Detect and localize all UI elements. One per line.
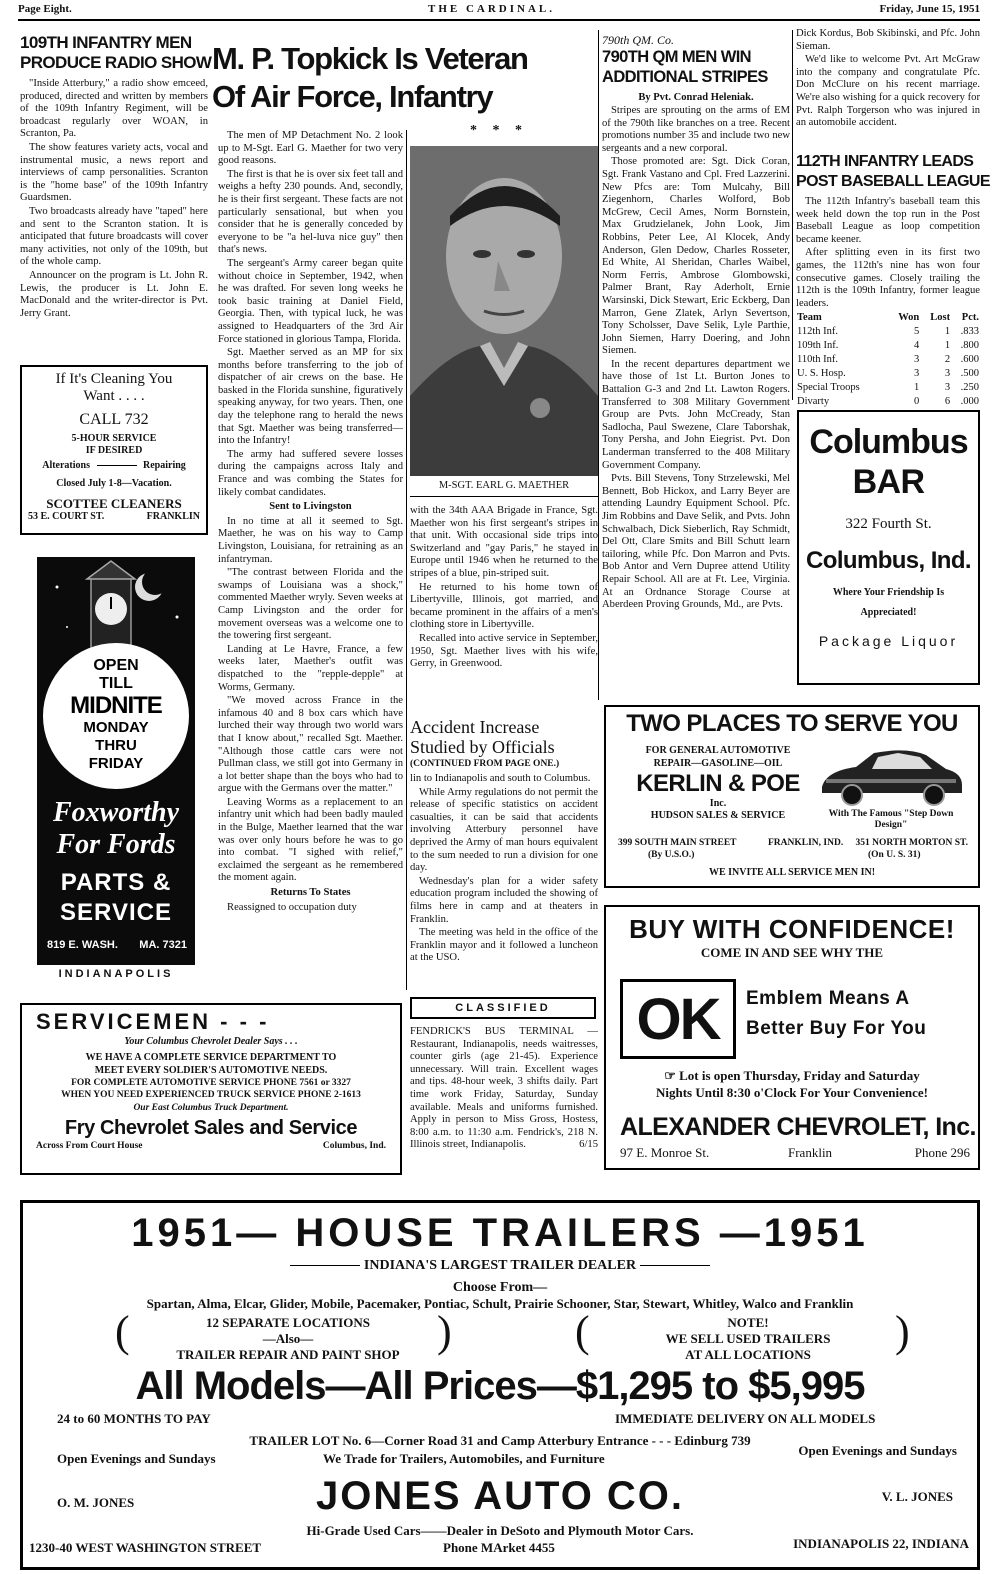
topkick-paragraph: "The contrast between Florida and the swamps of Louisiana was a shock," commented Maether wryly. Seven weeks at Camp Livingston and the order for movement overseas was a welcome one to the towering first sergeant. [218,567,403,642]
topkick-stars: * * * [470,123,528,138]
scottee-city: FRANKLIN [146,511,200,522]
pct-cell: .833 [960,326,979,338]
radio-article [20,33,212,321]
topkick-paragraph: In no time at all it seemed to Sgt. Maether, he was on his way to Camp Livingston, Louisiana, for retraining as an infantryman. [218,515,403,565]
qm-headline-2: ADDITIONAL STRIPES [602,68,768,86]
lost-cell: 2 [944,354,951,366]
alex-sub: COME IN AND SEE WHY THE [700,945,884,960]
fox-parts: PARTS & [60,869,172,896]
trailers-months: 24 to 60 MONTHS TO PAY [57,1411,211,1426]
qm-paragraph: Stripes are sprouting on the arms of EM of the 790th like branches on a tree. Recent promotions number 35 and include two new sergeants and a new corporal. [602,105,790,154]
kerlin-city: FRANKLIN, IND. [768,838,844,848]
right-paren-icon: ) [895,1307,910,1356]
won-cell: 1 [913,382,920,394]
trailers-open-2: Open Evenings and Sundays [798,1443,957,1458]
pct-cell: .000 [960,396,979,408]
won-cell: 5 [913,326,920,338]
accident-paragraph: Wednesday's plan for a wider safety education program included the showing of films here in camp and at theaters in Franklin. [410,875,598,925]
fox-till: TILL [99,675,133,692]
topkick-column-2 [410,505,598,672]
topkick-paragraph: with the 34th AAA Brigade in France, Sgt. Maether won his first sergeant's stripes in that unit. With occasional side trips into Switzerland and "gay Paris," he stayed in Europe until 1946 when he returned to the stripes of a blue, pin-striped suit. [410,505,598,579]
accident-continued: (CONTINUED FROM PAGE ONE.) [410,759,560,769]
left-paren-icon: ( [115,1307,130,1356]
topkick-paragraph: The first is that he is over six feet tall and weighs a hefty 230 pounds. And, secondly, he is their first sergeant. These facts are not particularly sensational, but when you consider that he is generally conceded by everyone to be "a hel-luva nice guy" then that's news. [218,168,403,256]
issue-date: Friday, June 15, 1951 [879,3,980,15]
fry-name: Fry Chevrolet Sales and Service [64,1117,358,1139]
pct-cell: .800 [960,340,979,352]
alex-emblem-1: Emblem Means A [746,988,910,1009]
fox-open: OPEN [93,657,139,674]
alex-lot-1: Lot is open Thursday, Friday and Saturday [679,1068,920,1083]
fox-name-2: For Fords [56,829,176,860]
house-trailers-ad [20,1200,980,1570]
trailers-note-2: WE SELL USED TRAILERS [665,1331,831,1346]
lost-cell: 3 [944,382,951,394]
team-cell: 110th Inf. [797,354,839,366]
team-cell: 112th Inf. [797,326,839,338]
trailers-note-1: NOTE! [727,1315,769,1330]
fry-line-2: MEET EVERY SOLDIER'S AUTOMOTIVE NEEDS. [94,1065,328,1076]
columbus-package: Package Liquor [818,633,959,649]
kerlin-invite: WE INVITE ALL SERVICE MEN IN! [708,867,876,878]
accident-headline-2: Studied by Officials [410,737,555,757]
radio-paragraph: "Inside Atterbury," a radio show emceed, produced, directed and written by members of the 109th Infantry Regiment, will be broadcast regularly over WOAN, in Scranton, Pa. [20,78,208,140]
columbus-name-1: Columbus [809,423,968,461]
topkick-paragraph: Recalled into active service in September, 1950, Sgt. Maether lives with his wife, Gerry, in Greenwood. [410,632,598,670]
table-row [796,325,980,339]
kerlin-name: KERLIN & POE [636,770,800,797]
scottee-alterations: Alterations [42,460,90,471]
col-team: Team [797,312,822,324]
trailers-company: JONES AUTO CO. [315,1474,685,1518]
qm-byline: By Pvt. Conrad Heleniak. [638,92,754,103]
qm-continued-text: Dick Kordus, Bob Skibinski, and Pfc. John Sieman. [796,28,980,52]
trailers-left-name: O. M. JONES [57,1495,135,1510]
portrait-image [410,146,598,476]
baseball-headline-1: 112TH INFANTRY LEADS [796,153,974,170]
columbus-tag-1: Where Your Friendship Is [832,587,945,598]
won-cell: 4 [913,340,920,352]
fox-thru: THRU [95,737,137,754]
pct-cell: .600 [960,354,979,366]
qm-paragraph: Those promoted are: Sgt. Dick Coran, Sgt. Frank Vastano and Cpl. Fred Lazzerini. New Pfcs are: Tom Mulcahy, Bill Ziegenhorn, Charles Wolford, Bob McGrew, Cecil Ames, Norm Bornstein, Max Grudzielanek, John Look, Jim Robbins, Peter Lee, Al Klocek, Andy Anderson, Glen Dedow, Charles Rosseter, Ed White, Al Sheridan, Charles Waibel, Norm Ferris, Ambrose Glombowski, Palmer Brant, Ray Aderholt, Ernie Warsinski, Dick Stewart, Eric Eckberg, Dan Marron, Gene Zlatek, Arlyn Severtson, Tony Scholsser, Dave Selik, Lyle Parthie, John Siemen, Harry Doering, and John Siemen. [602,156,790,357]
topkick-subhead-2: Returns To States [270,887,351,899]
classified-text: FENDRICK'S BUS TERMINAL — Restaurant, Indianapolis, needs waitresses, counter girls (age 21-45). Experience unnecessary. Will train. Excellent wages and tips. 48-hour week, 3 shifts daily. Part time work Friday, Saturday, Sunday available. Meals and uniforms furnished. Apply in person to Miss Gross, Hostess, 8:00 a.m. to 11:30 a.m. Fendrick's, 218 N. Illinois street, Indianapolis. [410,1026,598,1151]
scottee-service-2: IF DESIRED [85,445,143,456]
page-number: Page Eight. [18,3,72,15]
qm-article [602,33,790,613]
won-cell: 3 [913,368,920,380]
classified-title: CLASSIFIED [455,1002,551,1014]
kerlin-line-1: FOR GENERAL AUTOMOTIVE [645,745,791,756]
accident-headline-1: Accident Increase [410,717,540,737]
scottee-name: SCOTTEE CLEANERS [46,496,182,511]
fox-phone: MA. 7321 [139,939,187,951]
trailers-choose: Choose From— [452,1280,548,1295]
column-rule [406,130,407,990]
qm-continued [796,28,980,131]
topkick-paragraph: "We moved across France in the infamous 40 and 8 box cars which have lurched their way through two world wars that I know about," recalled Sgt. Maether. "Although those cattle cars were not Pullman class, we still got into Germany in a lot better shape than the boys who had to argue with the Germans over the matter." [218,695,403,795]
pct-cell: .500 [960,368,979,380]
columbus-city: Columbus, Ind. [806,547,971,574]
topkick-paragraph: The men of MP Detachment No. 2 look up to M-Sgt. Earl G. Maether for two very good reasons. [218,130,403,167]
col-pct: Pct. [961,312,979,324]
table-row [796,381,980,395]
caption-rule [410,496,598,497]
radio-paragraph: Announcer on the program is Lt. John R. Lewis, the producer is Lt. John E. MacDonald and the writer-director is Pvt. Jerry Grant. [20,269,208,319]
fox-midnite: MIDNITE [70,692,162,719]
fox-monday: MONDAY [83,719,149,736]
fry-line-1: WE HAVE A COMPLETE SERVICE DEPARTMENT TO [85,1052,337,1063]
scottee-service-1: 5-HOUR SERVICE [71,433,157,444]
column-rule [598,30,599,700]
alex-lot-2: Nights Until 8:30 o'Clock For Your Convenience! [655,1085,929,1100]
fry-sub: Your Columbus Chevrolet Dealer Says . . . [124,1036,298,1047]
scottee-cleaners-ad [20,365,208,535]
lost-cell: 1 [944,326,951,338]
kerlin-address-1b: (By U.S.O.) [648,850,695,860]
scottee-address: 53 E. COURT ST. [28,511,105,522]
kerlin-inc: Inc. [709,798,727,809]
trailers-delivery: IMMEDIATE DELIVERY ON ALL MODELS [615,1411,876,1426]
team-cell: U. S. Hosp. [797,368,846,380]
alexander-chevrolet-ad [604,905,980,1170]
standings-header [796,311,980,325]
ok-emblem-text: OK [636,987,720,1052]
trailers-brands: Spartan, Alma, Elcar, Glider, Mobile, Pacemaker, Pontiac, Schult, Prairie Schooner, Star, Stewart, Whitley, Walco and Franklin [146,1296,854,1311]
radio-headline-2: PRODUCE RADIO SHOW [20,53,212,72]
qm-paragraph: Pvts. Bill Stevens, Tony Strzelewski, Mel Bennett, Bob Hickox, and Larry Beyer are attending Laundry Equipment School. Pfc. Jim Robbins and Dave Selik, and Pvts. John Schwalbach, Dick Sieberlich, Ray Schmidt, Del Ott, Clare Smits and Bill Schutt learn tailoring, while Pfc. Don Marron and Pvts. Bob Antor and Vern Dupree attend Utility Repair School. All are at Ft. Lee, Virginia. At an Ordnance Storage Course at Aberdeen Proving Grounds, Md., are Pvts. [602,473,790,611]
radio-headline-1: 109TH INFANTRY MEN [20,33,192,52]
classified-ad [410,1026,598,1152]
baseball-headline-2: POST BASEBALL LEAGUE [796,173,990,190]
column-rule [792,30,793,400]
baseball-paragraph: The 112th Infantry's baseball team this week held down the top run in the Post Baseball League as loop competition became keener. [796,196,980,245]
team-cell: Special Troops [797,382,860,394]
scottee-call: CALL 732 [79,411,149,428]
columbus-bar-ad [797,410,980,685]
table-row [796,353,980,367]
standings-table [796,311,980,409]
qm-paragraph: In the recent departures department we have those of 1st Lt. Burton Jones to Battalion G-3 and 2nd Lt. Lawton Rogers. Transferred to 308 Military Government Group are Pvts. John McCready, Stan Sadlocha, Paul Swezene, Clare Taborshak, Tony Persha, and John Eiegrist. Pvt. Don Landerman transferred to the 408 Military Government Company. [602,358,790,471]
topkick-paragraph: Sgt. Maether served as an MP for six months before transferring to the job of dispatcher of air crews on the base. He basked in the Florida sunshine, figuratively speaking anyway, for two years. Then, one day the telephone rang to herald the news that Sgt. Maether was being transferred—into the Infantry! [218,347,403,447]
columbus-tag-2: Appreciated! [860,607,917,618]
fry-line-3: FOR COMPLETE AUTOMOTIVE SERVICE PHONE 7561 or 3327 [71,1078,351,1088]
trailers-note-3: AT ALL LOCATIONS [685,1347,811,1362]
alex-headline: BUY WITH CONFIDENCE! [629,914,955,944]
trailers-lot: TRAILER LOT No. 6—Corner Road 31 and Camp Atterbury Entrance - - - Edinburg 739 [249,1433,751,1448]
kerlin-famous-2: Design" [874,820,908,830]
kerlin-poe-ad [604,705,980,888]
lost-cell: 6 [944,396,951,408]
right-paren-icon: ) [437,1307,452,1356]
trailers-prices: All Models—All Prices—$1,295 to $5,995 [135,1364,865,1408]
kerlin-hudson: HUDSON SALES & SERVICE [650,810,786,821]
kerlin-address-2b: (On U. S. 31) [868,850,921,860]
scottee-closed: Closed July 1-8—Vacation. [56,478,172,489]
accident-article [410,717,598,966]
kerlin-headline: TWO PLACES TO SERVE YOU [626,710,958,737]
alex-phone: Phone 296 [914,1145,970,1160]
topkick-subhead-1: Sent to Livingston [269,501,352,513]
topkick-paragraph: Leaving Worms as a replacement to an infantry unit which had been badly mauled in the Bulge, Maether learned that the war was over only hours before he was to go into combat. "I sighed with relief," exclaimed the sergeant as he remembered the moment again. [218,796,403,884]
won-cell: 3 [913,354,920,366]
radio-paragraph: The show features variety acts, vocal and instrumental music, a news report and interviews of camp personalities. Scranton is the "home base" of the 109th Infantry Guardsmen. [20,141,208,204]
fry-chevrolet-ad [20,1003,402,1175]
team-cell: Divarty [797,396,830,408]
topkick-column-1 [218,130,403,915]
topkick-headline-2: Of Air Force, Infantry [212,79,493,114]
table-row [796,339,980,353]
trailers-open-1: Open Evenings and Sundays [57,1451,216,1466]
masthead-rule [18,19,980,21]
pointing-hand-icon: ☞ [664,1068,676,1083]
trailers-right-name: V. L. JONES [881,1489,953,1504]
topkick-paragraph: Reassigned to occupation duty [227,901,357,913]
trailers-address: 1230-40 WEST WASHINGTON STREET [29,1540,262,1555]
accident-paragraph: lin to Indianapolis and south to Columbus. [410,773,591,784]
masthead [18,3,980,19]
won-cell: 0 [913,396,920,408]
maether-photo [410,146,598,476]
trailers-hi-grade: Hi-Grade Used Cars——Dealer in DeSoto and Plymouth Motor Cars. [306,1523,694,1538]
fry-title: SERVICEMEN - - - [36,1009,270,1034]
pct-cell: .250 [960,382,979,394]
trailers-loc-1: 12 SEPARATE LOCATIONS [206,1315,370,1330]
fox-name-1: Foxworthy [52,797,180,828]
col-lost: Lost [930,312,951,324]
lost-cell: 3 [944,368,951,380]
col-won: Won [898,312,920,324]
qm-headline-1: 790TH QM MEN WIN [602,48,751,66]
ok-emblem [620,979,736,1059]
fry-city: Columbus, Ind. [322,1141,386,1151]
fox-address: 819 E. WASH. [47,939,118,951]
lost-cell: 1 [944,340,951,352]
accident-paragraph: The meeting was held in the office of the Franklin mayor and it followed a luncheon at the USO. [410,927,598,964]
topkick-headline-1: M. P. Topkick Is Veteran [212,41,528,76]
qm-kicker: 790th QM. Co. [602,33,674,47]
qm-continued-text: We'd like to welcome Pvt. Art McGraw into the company and congratulate Pfc. Don McClure on his recent marriage. We're also wishing for a quick recovery for Pvt. Ralph Torgerson who was injured in an automobile accident. [796,54,980,129]
fox-friday: FRIDAY [88,755,144,772]
accident-paragraph: While Army regulations do not permit the release of specific statistics on accident casualties, it can be said that accidents involving Atterbury personnel have deprived the Army of man hours equivalent to the sum needed to run a division for one day. [410,786,598,874]
kerlin-address-1: 399 SOUTH MAIN STREET [618,838,737,848]
kerlin-famous-1: With The Famous "Step Down [828,809,954,819]
alex-emblem-2: Better Buy For You [746,1018,927,1039]
alex-address: 97 E. Monroe St. [620,1145,710,1160]
table-row [796,367,980,381]
columbus-address: 322 Fourth St. [845,516,932,532]
trailers-loc-3: TRAILER REPAIR AND PAINT SHOP [176,1347,400,1362]
fry-line-4: WHEN YOU NEED EXPERIENCED TRUCK SERVICE PHONE 2-1613 [61,1090,361,1100]
topkick-paragraph: He returned to his home town of Libertyville, Illinois, got married, and became prominent in the affairs of a men's clothing store in Libertyville. [410,581,598,631]
hudson-car-icon [816,743,966,809]
trailers-trade: We Trade for Trailers, Automobiles, and Furniture [323,1451,605,1466]
topkick-headline [212,40,602,116]
topkick-paragraph: The army had suffered severe losses during the campaigns across Italy and France and was combing the States for likely combat candidates. [218,448,403,498]
paper-name: THE CARDINAL. [428,3,556,15]
fry-line-5: Our East Columbus Truck Department. [133,1103,289,1113]
trailers-city: INDIANAPOLIS 22, INDIANA [793,1536,969,1551]
kerlin-address-2: 351 NORTH MORTON ST. [855,838,968,848]
table-row [796,395,980,409]
fox-city: INDIANAPOLIS [58,968,174,980]
kerlin-line-2: REPAIR—GASOLINE—OIL [653,758,783,769]
classified-header [410,997,596,1019]
trailers-loc-2: —Also— [262,1331,314,1346]
topkick-paragraph: The sergeant's Army career began quite without choice in September, 1942, when he was drafted. For seven long weeks he took basic training at Daniel Field, Georgia. Then, with typical luck, he was assigned to Headquarters of the 3rd Air Force stationed in glorious Tampa, Florida. [218,257,403,345]
columbus-name-2: BAR [852,463,925,501]
baseball-article [796,152,990,409]
trailers-phone: Phone MArket 4455 [443,1540,555,1555]
topkick-paragraph: Landing at Le Havre, France, a few weeks later, Maether's outfit was dispatched to the "repple-depple" at Worms, Germany. [218,643,403,693]
scottee-repairing: Repairing [143,460,186,471]
fry-across: Across From Court House [36,1141,143,1151]
foxworthy-ad [37,557,195,965]
trailers-sub: INDIANA'S LARGEST TRAILER DEALER [363,1258,637,1273]
scottee-line-2: Want . . . . [83,388,145,404]
fox-service: SERVICE [60,899,172,926]
alex-city: Franklin [788,1145,833,1160]
baseball-paragraph: After splitting even in its first two games, the 112th's nine has won four consecutive games. Closely trailing the 112th is the 109th Infantry, former league leaders. [796,247,980,309]
photo-caption: M-SGT. EARL G. MAETHER [438,480,570,491]
classified-date: 6/15 [579,1139,598,1151]
left-paren-icon: ( [575,1307,590,1356]
team-cell: 109th Inf. [797,340,839,352]
trailers-headline: 1951— HOUSE TRAILERS —1951 [131,1211,869,1255]
alex-name: ALEXANDER CHEVROLET, Inc. [620,1113,976,1141]
scottee-line-1: If It's Cleaning You [55,371,173,387]
radio-paragraph: Two broadcasts already have "taped" here and sent to the Scranton station. It is anticipated that future broadcasts will cover many activities, not only of the 109th, but of the whole camp. [20,205,208,268]
